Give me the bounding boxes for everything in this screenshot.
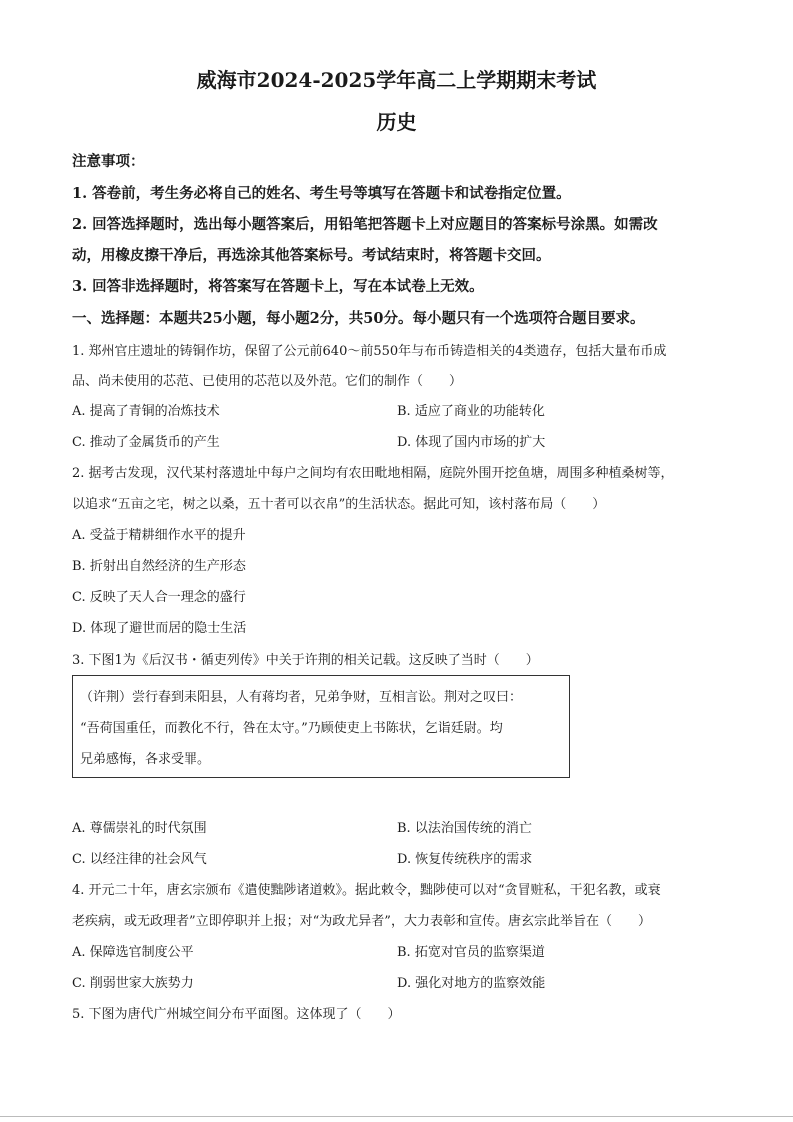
question-2-option-c[interactable]: C. 反映了天人合一理念的盛行 bbox=[72, 590, 246, 605]
question-3-option-a[interactable]: A. 尊儒崇礼的时代氛围 bbox=[72, 821, 207, 836]
question-4-stem: 4. 开元二十年，唐玄宗颁布《遣使黜陟诸道敕》。据此敕令，黜陟使可以对“贪冒赃私，干犯名教，或衰 bbox=[72, 883, 661, 898]
question-2-option-d[interactable]: D. 体现了避世而居的隐士生活 bbox=[72, 621, 247, 636]
question-3-option-b[interactable]: B. 以法治国传统的消亡 bbox=[397, 821, 532, 836]
quote-line: （许荆）尝行春到耒阳县，人有蒋均者，兄弟争财，互相言讼。荆对之叹曰： bbox=[80, 690, 523, 705]
question-1-stem: 1. 郑州官庄遗址的铸铜作坊，保留了公元前640～前550年与布币铸造相关的4类遗存，包括大量布币成 bbox=[72, 344, 667, 359]
question-1-option-b[interactable]: B. 适应了商业的功能转化 bbox=[397, 404, 545, 419]
question-3-stem: 3. 下图1为《后汉书・循吏列传》中关于许荆的相关记载。这反映了当时（ ） bbox=[72, 653, 539, 668]
question-4-option-d[interactable]: D. 强化对地方的监察效能 bbox=[397, 976, 546, 991]
note-item: 3. 回答非选择题时，将答案写在答题卡上，写在本试卷上无效。 bbox=[72, 278, 484, 295]
question-3-option-c[interactable]: C. 以经注律的社会风气 bbox=[72, 852, 207, 867]
section-heading: 一、选择题：本题共25小题，每小题2分，共50分。每小题只有一个选项符合题目要求。 bbox=[72, 310, 645, 327]
notes-heading: 注意事项： bbox=[72, 153, 145, 170]
question-4-option-a[interactable]: A. 保障选官制度公平 bbox=[72, 945, 194, 960]
note-item: 2. 回答选择题时，选出每小题答案后，用铅笔把答题卡上对应题目的答案标号涂黑。如需改 bbox=[72, 216, 658, 233]
question-1-option-d[interactable]: D. 体现了国内市场的扩大 bbox=[397, 435, 546, 450]
question-4-stem: 老疾病，或无政理者”立即停职并上报；对“为政尤异者”，大力表彰和宣传。唐玄宗此举旨在（ ） bbox=[72, 914, 651, 929]
question-4-option-c[interactable]: C. 削弱世家大族势力 bbox=[72, 976, 194, 991]
question-4-option-b[interactable]: B. 拓宽对官员的监察渠道 bbox=[397, 945, 545, 960]
question-2-option-b[interactable]: B. 折射出自然经济的生产形态 bbox=[72, 559, 246, 574]
exam-subject: 历史 bbox=[376, 110, 417, 134]
note-item: 1. 答卷前，考生务必将自己的姓名、考生号等填写在答题卡和试卷指定位置。 bbox=[72, 185, 571, 202]
page-bottom-divider bbox=[0, 1116, 793, 1117]
question-5-stem: 5. 下图为唐代广州城空间分布平面图。这体现了（ ） bbox=[72, 1007, 401, 1022]
question-2-stem: 以追求“五亩之宅，树之以桑，五十者可以衣帛”的生活状态。据此可知，该村落布局（ ） bbox=[72, 497, 606, 512]
quote-line: “吾荷国重任，而教化不行，咎在太守。”乃顾使吏上书陈状，乞诣廷尉。均 bbox=[80, 721, 503, 736]
question-1-option-a[interactable]: A. 提高了青铜的冶炼技术 bbox=[72, 404, 220, 419]
question-1-stem: 品、尚未使用的芯范、已使用的芯范以及外范。它们的制作（ ） bbox=[72, 374, 463, 389]
question-2-stem: 2. 据考古发现，汉代某村落遗址中每户之间均有农田毗地相隔，庭院外围开挖鱼塘，周围多种植桑树等， bbox=[72, 466, 674, 481]
question-1-option-c[interactable]: C. 推动了金属货币的产生 bbox=[72, 435, 220, 450]
question-2-option-a[interactable]: A. 受益于精耕细作水平的提升 bbox=[72, 528, 246, 543]
exam-title: 威海市2024-2025学年高二上学期期末考试 bbox=[196, 68, 597, 92]
note-item: 动，用橡皮擦干净后，再选涂其他答案标号。考试结束时，将答题卡交回。 bbox=[72, 247, 551, 264]
quote-line: 兄弟感悔，各求受罪。 bbox=[80, 752, 211, 767]
question-3-option-d[interactable]: D. 恢复传统秩序的需求 bbox=[397, 852, 533, 867]
